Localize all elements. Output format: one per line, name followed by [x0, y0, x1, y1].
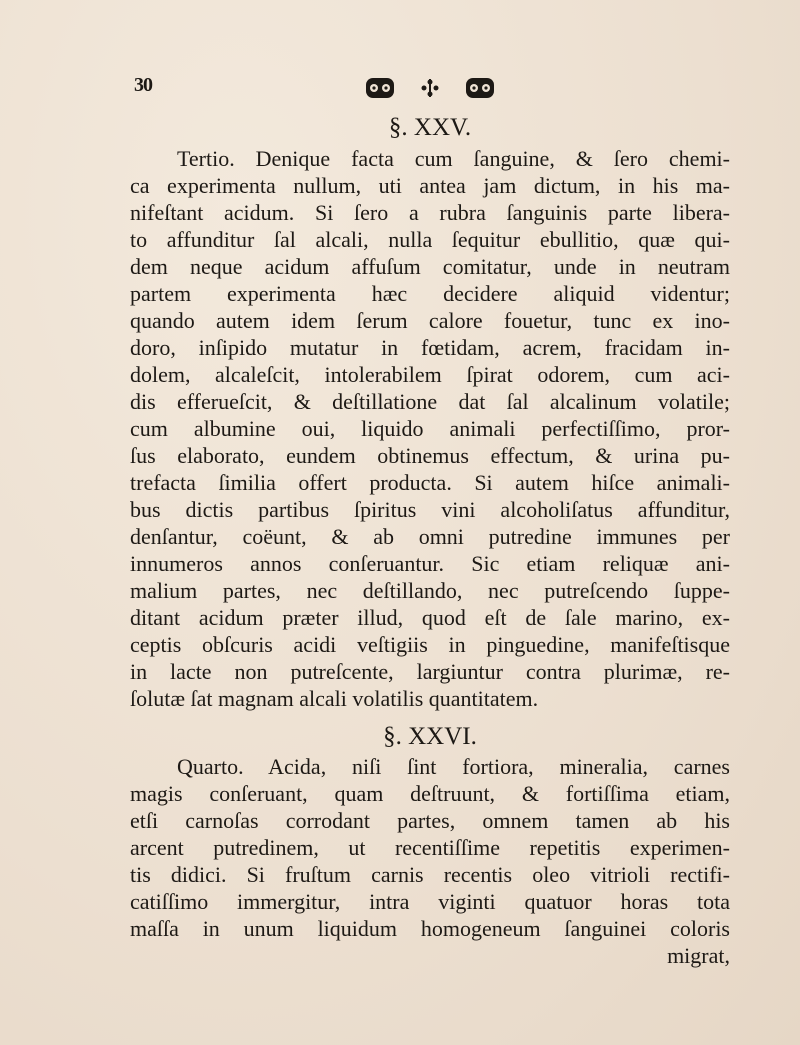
text-line: dolem, alcaleſcit, intolerabilem ſpirat odorem, cum aci- — [130, 362, 730, 387]
page-number: 30 — [134, 74, 152, 96]
ornament-icon — [366, 76, 496, 100]
text-line: tis didici. Si fruſtum carnis recentis oleo vitrioli rectifi- — [130, 862, 730, 887]
text-line: partem experimenta hæc decidere aliquid videntur; — [130, 281, 730, 306]
section-heading: §. XXV. — [388, 114, 472, 141]
text-line: cum albumine oui, liquido animali perfectiſſimo, pror- — [130, 416, 730, 441]
text-line: bus dictis partibus ſpiritus vini alcoholiſatus affunditur, — [130, 497, 730, 522]
text-line: Tertio. Denique facta cum ſanguine, & ſero chemi- — [177, 146, 730, 171]
text-line: nifeſtant acidum. Si ſero a rubra ſanguinis parte libera- — [130, 200, 730, 225]
text-line: ditant acidum præter illud, quod eſt de ſale marino, ex- — [130, 605, 730, 630]
text-line: to affunditur ſal alcali, nulla ſequitur ebullitio, quæ qui- — [130, 227, 730, 252]
section-body — [130, 753, 730, 969]
text-line: dem neque acidum affuſum comitatur, unde in neutram — [130, 254, 730, 279]
text-line: malium partes, nec deſtillando, nec putreſcendo ſuppe- — [130, 578, 730, 603]
text-line: quando autem idem ſerum calore fouetur, tunc ex ino- — [130, 308, 730, 333]
text-line: ſolutæ ſat magnam alcali volatilis quantitatem. — [130, 686, 539, 711]
text-line: ceptis obſcuris acidi veſtigiis in pinguedine, manifeſtisque — [130, 632, 730, 657]
text-line: magis conſeruant, quam deſtruunt, & fortiſſima etiam, — [130, 781, 730, 806]
text-line: innumeros annos conſeruantur. Sic etiam reliquæ ani- — [130, 551, 730, 576]
text-line: arcent putredinem, ut recentiſſime repetitis experimen- — [130, 835, 730, 860]
text-line: ca experimenta nullum, uti antea jam dictum, in his ma- — [130, 173, 730, 198]
text-line: etſi carnoſas corrodant partes, omnem tamen ab his — [130, 808, 730, 833]
section-body — [130, 145, 730, 712]
catchword: migrat, — [667, 943, 730, 968]
text-line: catiſſimo immergitur, intra viginti quatuor horas tota — [130, 889, 730, 914]
text-line: Quarto. Acida, niſi ſint fortiora, mineralia, carnes — [177, 754, 730, 779]
text-line: in lacte non putreſcente, largiuntur contra plurimæ, re- — [130, 659, 730, 684]
text-line: dis efferueſcit, & deſtillatione dat ſal alcalinum volatile; — [130, 389, 730, 414]
text-line: ſus elaborato, eundem obtinemus effectum, & urina pu- — [130, 443, 730, 468]
text-line: denſantur, coëunt, & ab omni putredine immunes per — [130, 524, 730, 549]
text-line: maſſa in unum liquidum homogeneum ſanguinei coloris — [130, 916, 730, 941]
section-heading: §. XXVI. — [383, 723, 477, 750]
text-line: trefacta ſimilia offert producta. Si autem hiſce animali- — [130, 470, 730, 495]
text-line: doro, inſipido mutatur in fœtidam, acrem, fracidam in- — [130, 335, 730, 360]
